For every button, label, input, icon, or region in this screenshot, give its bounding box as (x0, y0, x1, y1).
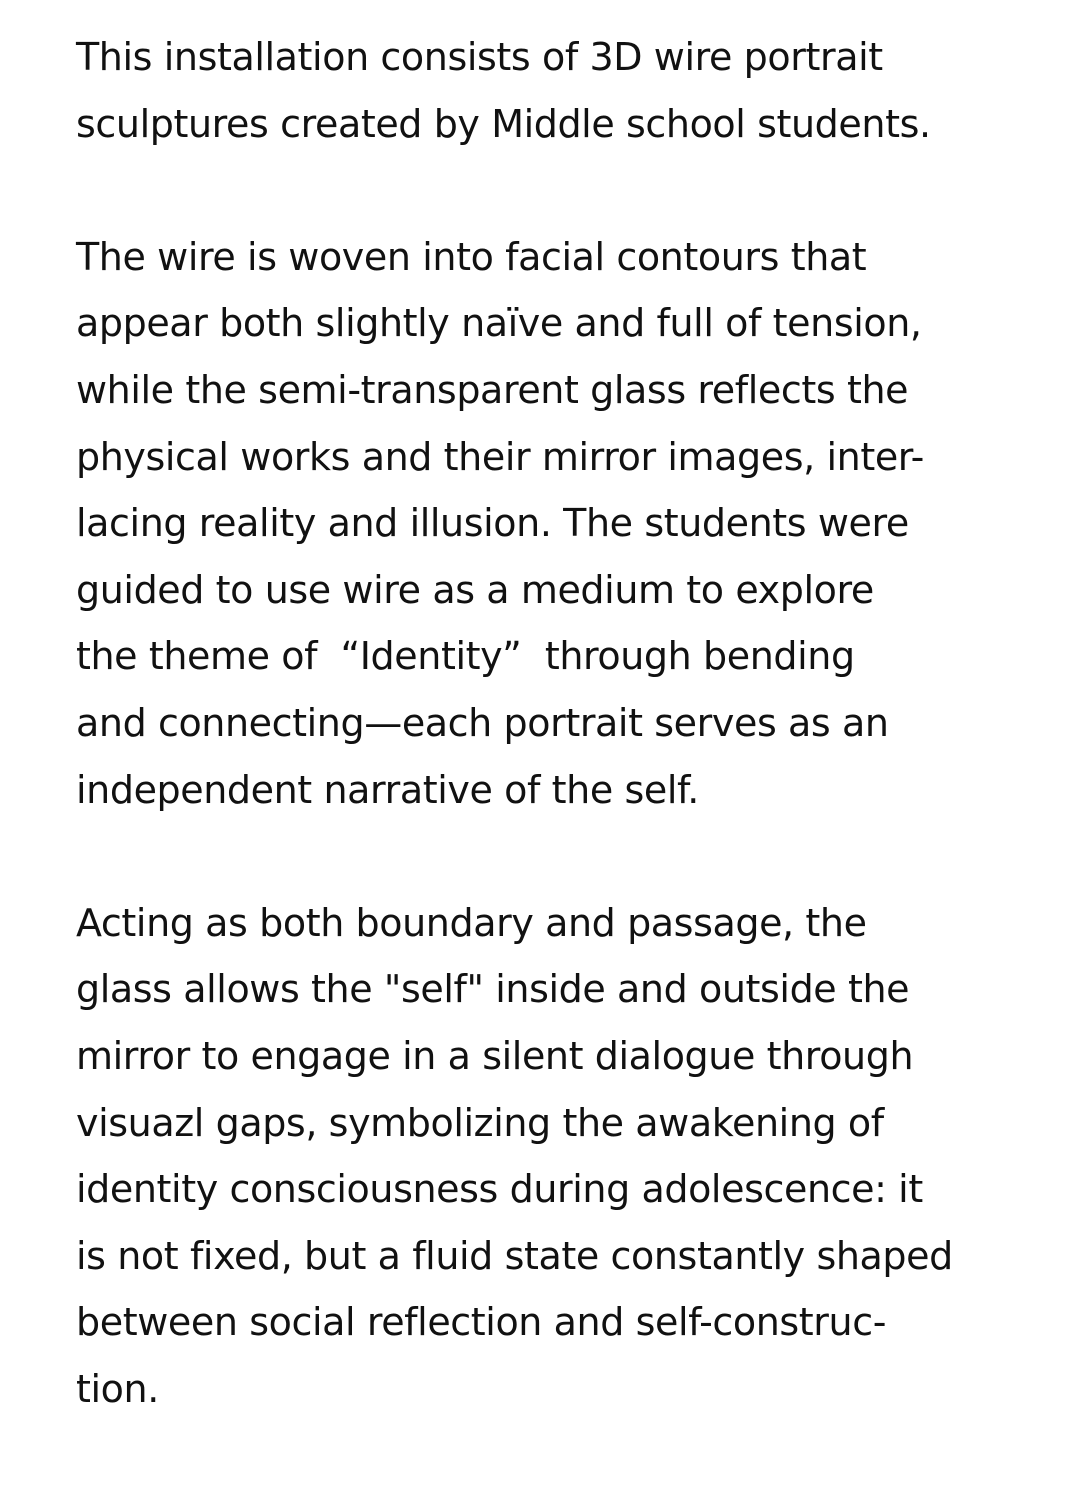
paragraph-gap (76, 823, 1056, 890)
text-line: This installation consists of 3D wire portrait (76, 35, 883, 79)
text-line: The wire is woven into facial contours that (76, 234, 867, 279)
text-line: physical works and their mirror images, inter- (76, 434, 924, 479)
paragraph-gap (76, 157, 1056, 224)
text-line: visuazl gaps, symbolizing the awakening of (76, 1100, 884, 1145)
text-line: glass allows the "self" inside and outside the (76, 967, 910, 1012)
text-line: mirror to engage in a silent dialogue through (76, 1033, 914, 1078)
paragraph-interpretation (76, 890, 1056, 1423)
text-line: the theme of “Identity” through bending (76, 634, 855, 679)
paragraph-intro (76, 24, 1056, 157)
text-line: independent narrative of the self. (76, 767, 699, 812)
text-line: sculptures created by Middle school students. (76, 101, 931, 146)
paragraph-description (76, 224, 1056, 823)
text-line: between social reflection and self-construc- (76, 1300, 887, 1345)
text-line: appear both slightly naïve and full of tension, (76, 301, 922, 346)
text-line: and connecting—each portrait serves as an (76, 700, 889, 745)
text-line: identity consciousness during adolescence: it (76, 1167, 923, 1212)
text-line: lacing reality and illusion. The students were (76, 501, 909, 546)
text-line: is not fixed, but a fluid state constantly shaped (76, 1233, 953, 1278)
text-line: while the semi-transparent glass reflects the (76, 367, 909, 412)
document-body (76, 24, 1056, 1422)
text-line: guided to use wire as a medium to explore (76, 567, 874, 612)
text-line: Acting as both boundary and passage, the (76, 900, 867, 945)
text-line: tion. (76, 1366, 159, 1411)
